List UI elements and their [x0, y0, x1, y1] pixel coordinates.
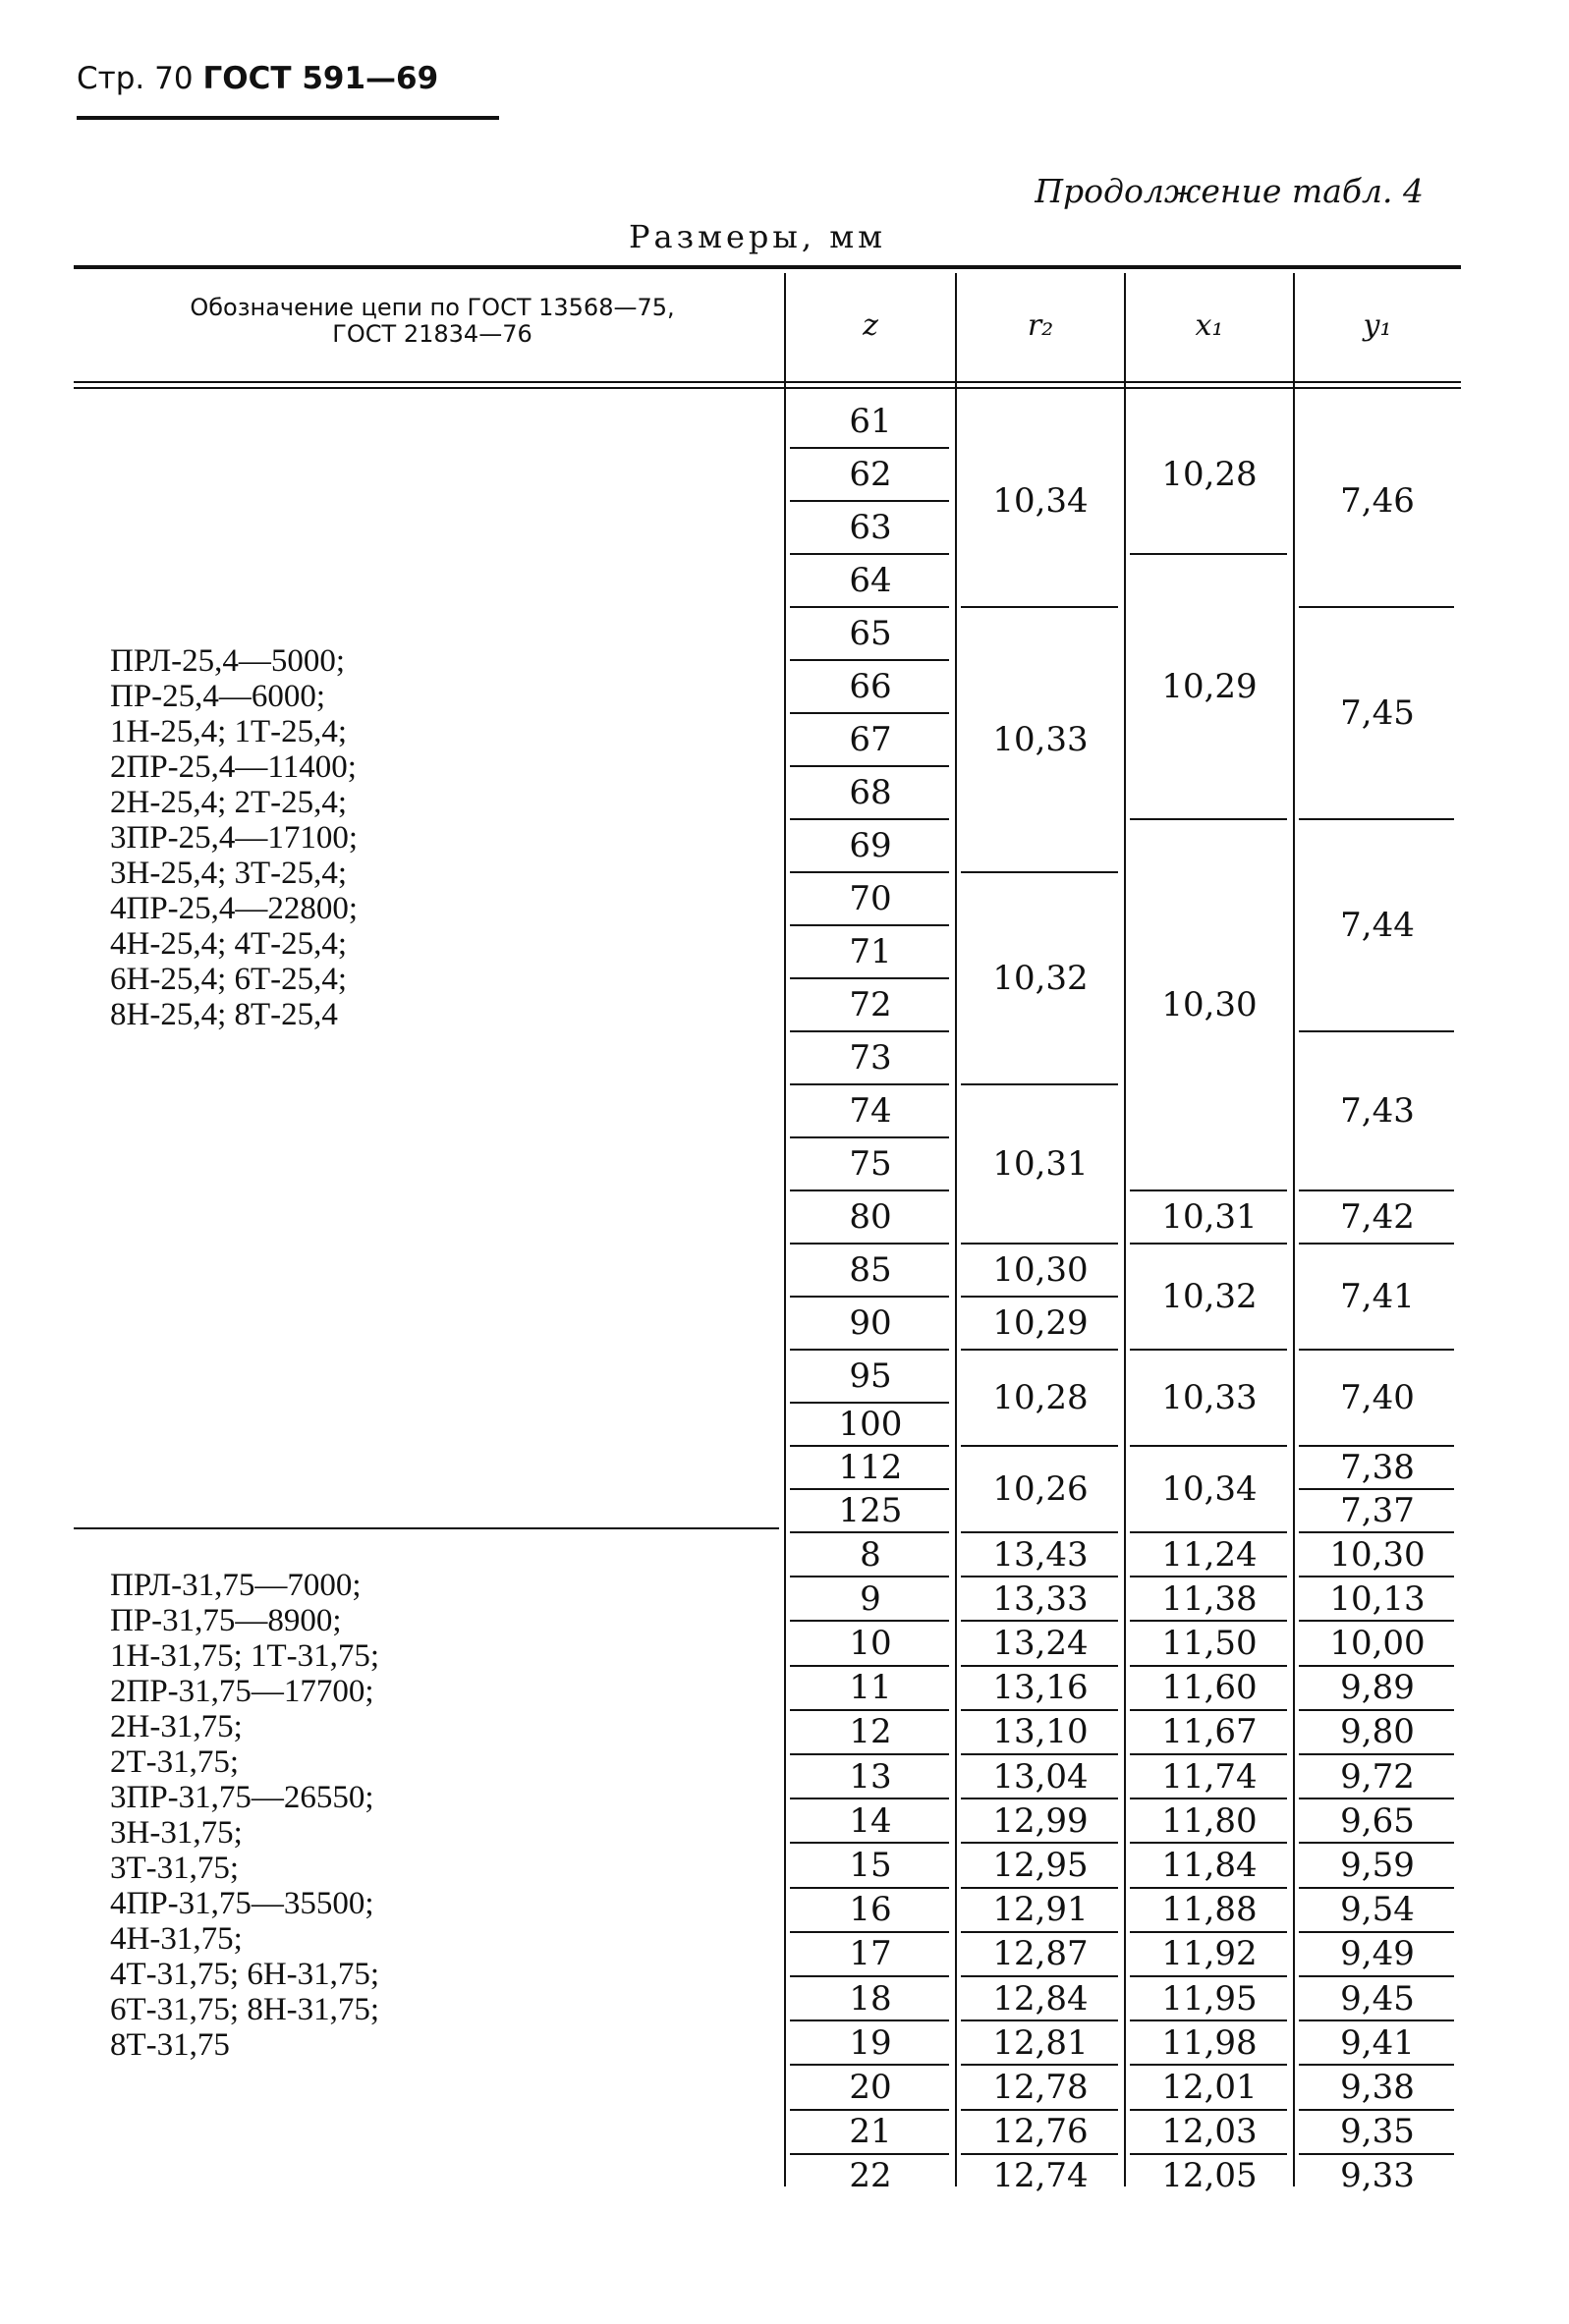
x1-value-cell: 10,29 — [1161, 667, 1258, 706]
x1-value-cell: 12,03 — [1161, 2112, 1258, 2152]
y1-value-cell: 9,59 — [1340, 1845, 1415, 1885]
y1-column-header: y₁ — [1363, 307, 1392, 343]
chain-designation: 4Н-25,4; 4Т-25,4; — [110, 926, 348, 962]
x1-value-cell: 11,95 — [1161, 1978, 1258, 2019]
r2-value-cell: 13,04 — [992, 1756, 1089, 1797]
z-value-cell: 19 — [849, 2022, 892, 2063]
standard-number: ГОСТ 591—69 — [202, 61, 439, 96]
r2-value-cell: 12,87 — [992, 1934, 1089, 1974]
designation-column-header — [79, 295, 786, 348]
r2-value-cell: 12,76 — [992, 2112, 1089, 2152]
chain-designation: 3ПР-31,75—26550; — [110, 1780, 374, 1815]
r2-value-cell: 12,74 — [992, 2156, 1089, 2196]
x1-value-cell: 10,30 — [1161, 985, 1258, 1024]
chain-designation: 6Т-31,75; 8Н-31,75; — [110, 1992, 380, 2027]
y1-value-cell: 7,38 — [1340, 1448, 1415, 1487]
y1-value-cell: 9,45 — [1340, 1978, 1415, 2019]
y1-value-cell: 10,00 — [1329, 1623, 1426, 1663]
z-value-cell: 68 — [849, 773, 892, 812]
chain-designation: ПРЛ-25,4—5000; — [110, 643, 345, 679]
x1-value-cell: 12,01 — [1161, 2067, 1258, 2107]
x1-value-cell: 11,84 — [1161, 1845, 1258, 1885]
z-value-cell: 10 — [849, 1623, 892, 1663]
y1-value-cell: 7,37 — [1340, 1491, 1415, 1530]
y1-value-cell: 9,33 — [1340, 2156, 1415, 2196]
chain-designation: 6Н-25,4; 6Т-25,4; — [110, 962, 348, 997]
z-value-cell: 21 — [849, 2112, 892, 2152]
z-value-cell: 70 — [849, 879, 892, 918]
z-value-cell: 62 — [849, 455, 892, 494]
chain-designation: ПРЛ-31,75—7000; — [110, 1568, 362, 1603]
chain-designation: 1Н-25,4; 1Т-25,4; — [110, 714, 348, 749]
designation-header-line-2: ГОСТ 21834—76 — [332, 320, 532, 348]
r2-value-cell: 10,32 — [992, 959, 1089, 998]
z-value-cell: 17 — [849, 1934, 892, 1974]
z-value-cell: 73 — [849, 1038, 892, 1078]
page-label: Стр. 70 — [77, 61, 194, 96]
chain-designation: 3Н-31,75; — [110, 1815, 243, 1851]
chain-designation: 4ПР-31,75—35500; — [110, 1886, 374, 1921]
z-value-cell: 9 — [860, 1578, 881, 1619]
y1-value-cell: 7,46 — [1340, 481, 1415, 521]
x1-value-cell: 10,32 — [1161, 1277, 1258, 1316]
r2-value-cell: 12,99 — [992, 1800, 1089, 1841]
r2-value-cell: 10,28 — [992, 1378, 1089, 1417]
header-rule — [77, 116, 499, 120]
table-continuation-label: Продолжение табл. 4 — [1035, 172, 1424, 210]
z-value-cell: 20 — [849, 2067, 892, 2107]
chain-designation: 3Н-25,4; 3Т-25,4; — [110, 856, 348, 891]
chain-designation: 2ПР-31,75—17700; — [110, 1674, 374, 1709]
z-column-header: z — [863, 307, 878, 343]
x1-value-cell: 11,38 — [1161, 1578, 1258, 1619]
y1-value-cell: 7,42 — [1340, 1197, 1415, 1237]
x1-value-cell: 10,31 — [1161, 1197, 1258, 1237]
chain-designation: ПР-25,4—6000; — [110, 679, 326, 714]
z-value-cell: 64 — [849, 561, 892, 600]
y1-value-cell: 9,35 — [1340, 2112, 1415, 2152]
chain-designation: 3ПР-25,4—17100; — [110, 820, 359, 856]
x1-value-cell: 11,74 — [1161, 1756, 1258, 1797]
z-value-cell: 95 — [849, 1356, 892, 1396]
chain-designation: 4ПР-25,4—22800; — [110, 891, 359, 926]
r2-value-cell: 13,10 — [992, 1712, 1089, 1752]
z-value-cell: 13 — [849, 1756, 892, 1797]
chain-designation: 2ПР-25,4—11400; — [110, 749, 357, 785]
r2-value-cell: 12,84 — [992, 1978, 1089, 2019]
x1-value-cell: 11,88 — [1161, 1890, 1258, 1930]
y1-value-cell: 7,45 — [1340, 693, 1415, 733]
r2-value-cell: 13,24 — [992, 1623, 1089, 1663]
r2-value-cell: 12,95 — [992, 1845, 1089, 1885]
z-value-cell: 8 — [860, 1534, 881, 1575]
y1-value-cell: 9,41 — [1340, 2022, 1415, 2063]
z-value-cell: 100 — [838, 1405, 903, 1444]
z-value-cell: 72 — [849, 985, 892, 1024]
group-separator-rule — [74, 1527, 779, 1529]
z-value-cell: 69 — [849, 826, 892, 865]
z-value-cell: 90 — [849, 1303, 892, 1343]
y1-value-cell: 9,89 — [1340, 1668, 1415, 1708]
chain-designation: 3Т-31,75; — [110, 1851, 240, 1886]
x1-value-cell: 11,98 — [1161, 2022, 1258, 2063]
y1-value-cell: 10,13 — [1329, 1578, 1426, 1619]
z-value-cell: 16 — [849, 1890, 892, 1930]
z-value-cell: 18 — [849, 1978, 892, 2019]
z-value-cell: 66 — [849, 667, 892, 706]
r2-value-cell: 12,81 — [992, 2022, 1089, 2063]
x1-value-cell: 12,05 — [1161, 2156, 1258, 2196]
chain-designation: 8Т-31,75 — [110, 2027, 230, 2063]
x1-value-cell: 11,92 — [1161, 1934, 1258, 1974]
chain-list-31-75 — [110, 1568, 379, 2063]
z-value-cell: 85 — [849, 1250, 892, 1290]
z-value-cell: 14 — [849, 1800, 892, 1841]
x1-column-header: x₁ — [1195, 307, 1224, 343]
z-value-cell: 67 — [849, 720, 892, 759]
y1-value-cell: 7,43 — [1340, 1091, 1415, 1131]
header-double-rule-2 — [74, 387, 1461, 389]
r2-value-cell: 10,26 — [992, 1469, 1089, 1509]
z-value-cell: 12 — [849, 1712, 892, 1752]
r2-value-cell: 12,91 — [992, 1890, 1089, 1930]
r2-value-cell: 10,31 — [992, 1144, 1089, 1184]
r2-value-cell: 10,34 — [992, 481, 1089, 521]
z-value-cell: 112 — [838, 1448, 903, 1487]
table-top-rule — [74, 265, 1461, 269]
x1-value-cell: 11,50 — [1161, 1623, 1258, 1663]
chain-designation: 4Т-31,75; 6Н-31,75; — [110, 1957, 380, 1992]
chain-designation: 1Н-31,75; 1Т-31,75; — [110, 1638, 380, 1674]
x1-value-cell: 11,24 — [1161, 1534, 1258, 1575]
r2-value-cell: 13,33 — [992, 1578, 1089, 1619]
chain-designation: 4Н-31,75; — [110, 1921, 243, 1957]
z-value-cell: 63 — [849, 508, 892, 547]
chain-designation: ПР-31,75—8900; — [110, 1603, 342, 1638]
y1-value-cell: 7,40 — [1340, 1378, 1415, 1417]
y1-value-cell: 9,80 — [1340, 1712, 1415, 1752]
x1-value-cell: 11,80 — [1161, 1800, 1258, 1841]
r2-value-cell: 10,30 — [992, 1250, 1089, 1290]
r2-value-cell: 13,43 — [992, 1534, 1089, 1575]
z-value-cell: 75 — [849, 1144, 892, 1184]
chain-designation: 2Н-25,4; 2Т-25,4; — [110, 785, 348, 820]
y1-value-cell: 9,38 — [1340, 2067, 1415, 2107]
y1-value-cell: 9,65 — [1340, 1800, 1415, 1841]
r2-value-cell: 10,29 — [992, 1303, 1089, 1343]
z-value-cell: 61 — [849, 402, 892, 441]
designation-header-line-1: Обозначение цепи по ГОСТ 13568—75, — [190, 294, 675, 321]
r2-value-cell: 12,78 — [992, 2067, 1089, 2107]
x1-value-cell: 11,67 — [1161, 1712, 1258, 1752]
chain-list-25-4 — [110, 643, 358, 1032]
y1-value-cell: 7,44 — [1340, 906, 1415, 945]
z-value-cell: 71 — [849, 932, 892, 971]
z-value-cell: 22 — [849, 2156, 892, 2196]
chain-designation: 2Т-31,75; — [110, 1744, 240, 1780]
z-value-cell: 65 — [849, 614, 892, 653]
y1-value-cell: 9,54 — [1340, 1890, 1415, 1930]
x1-value-cell: 10,28 — [1161, 455, 1258, 494]
z-value-cell: 15 — [849, 1845, 892, 1885]
header-double-rule-1 — [74, 381, 1461, 383]
y1-value-cell: 9,49 — [1340, 1934, 1415, 1974]
units-caption: Размеры, мм — [629, 218, 886, 255]
y1-value-cell: 10,30 — [1329, 1534, 1426, 1575]
z-value-cell: 125 — [838, 1491, 903, 1530]
z-value-cell: 11 — [849, 1668, 892, 1708]
r2-value-cell: 13,16 — [992, 1668, 1089, 1708]
z-value-cell: 74 — [849, 1091, 892, 1131]
r2-value-cell: 10,33 — [992, 720, 1089, 759]
z-value-cell: 80 — [849, 1197, 892, 1237]
x1-value-cell: 10,34 — [1161, 1469, 1258, 1509]
chain-designation: 8Н-25,4; 8Т-25,4 — [110, 997, 338, 1032]
y1-value-cell: 7,41 — [1340, 1277, 1415, 1316]
page-header — [77, 61, 438, 96]
r2-column-header: r₂ — [1027, 307, 1054, 343]
x1-value-cell: 11,60 — [1161, 1668, 1258, 1708]
x1-value-cell: 10,33 — [1161, 1378, 1258, 1417]
chain-designation: 2Н-31,75; — [110, 1709, 243, 1744]
y1-value-cell: 9,72 — [1340, 1756, 1415, 1797]
